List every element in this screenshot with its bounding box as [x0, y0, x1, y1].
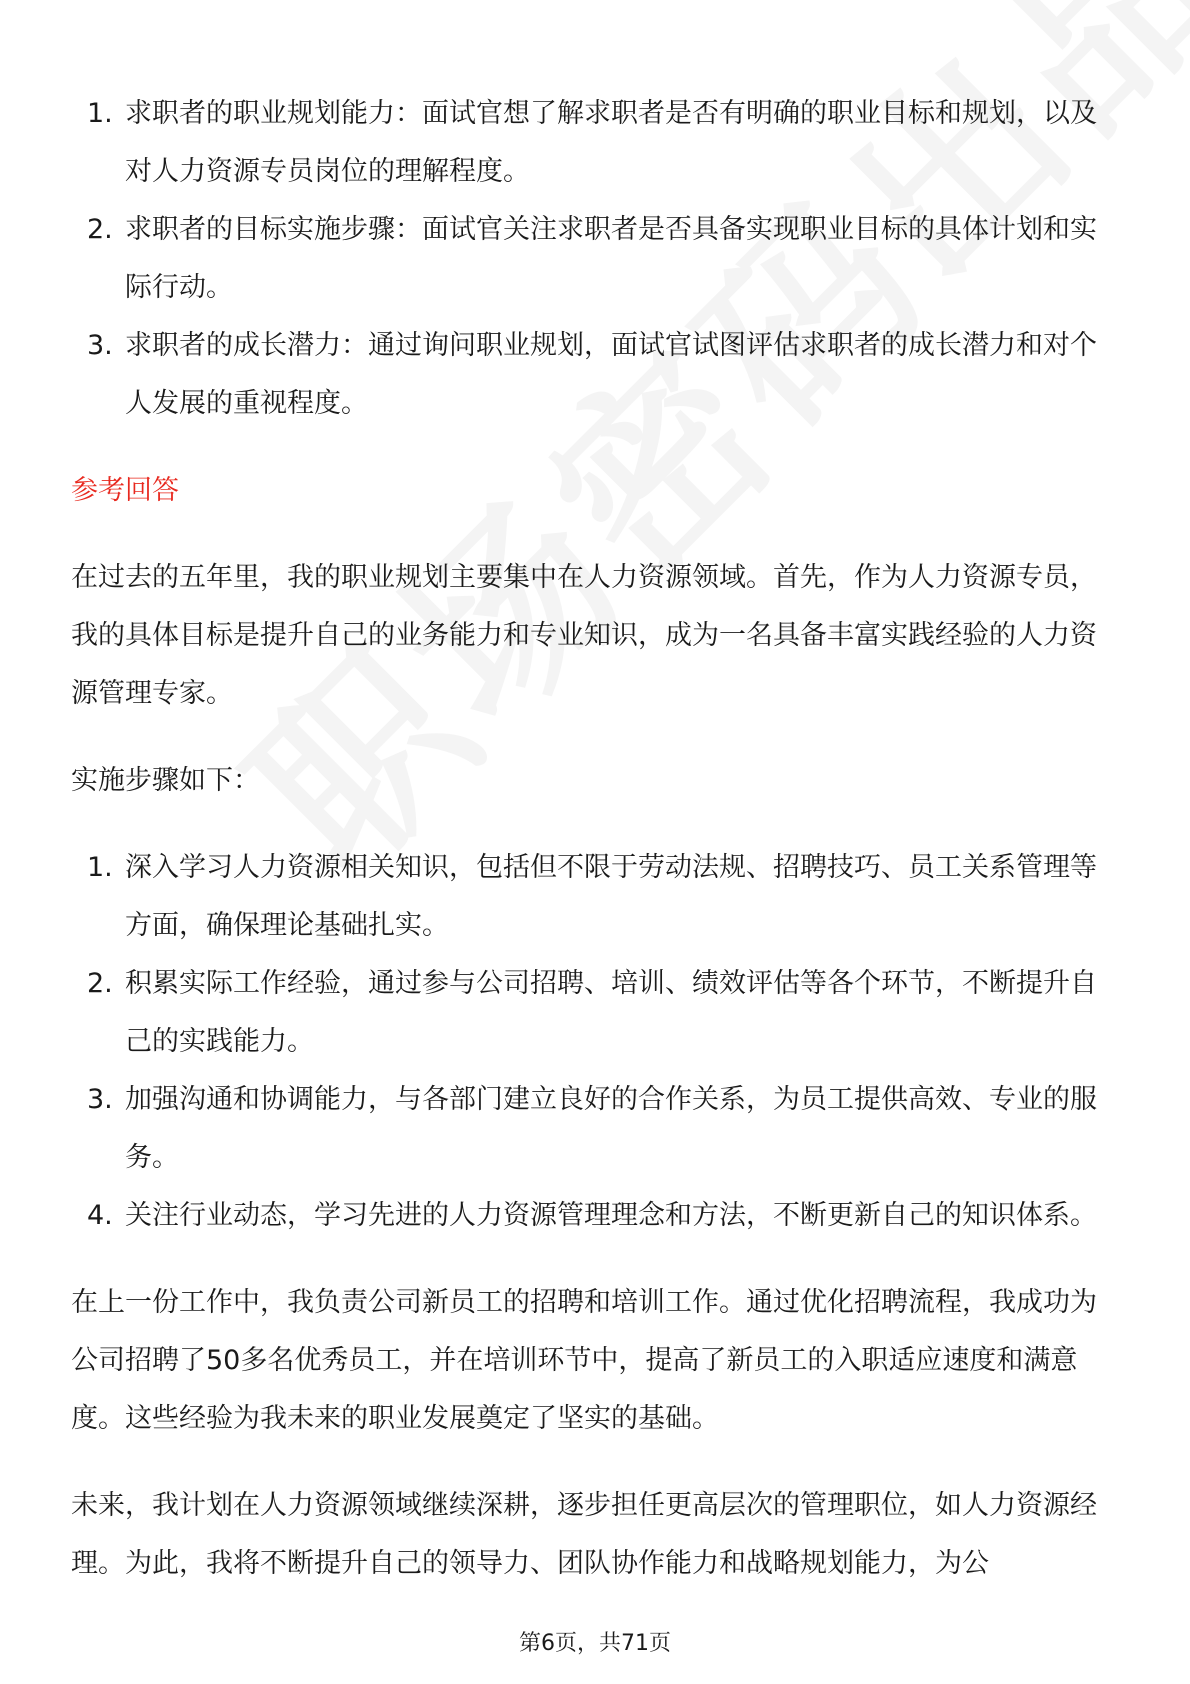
list-text: 加强沟通和协调能力，与各部门建立良好的合作关系，为员工提供高效、专业的服务。: [125, 1084, 1097, 1173]
list-text: 求职者的成长潜力：通过询问职业规划，面试官试图评估求职者的成长潜力和对个人发展的重视程度。: [125, 330, 1097, 419]
list-item: [71, 201, 1121, 317]
list-text: 求职者的职业规划能力：面试官想了解求职者是否有明确的职业目标和规划，以及对人力资源专员岗位的理解程度。: [125, 98, 1097, 187]
list-item: [71, 1187, 1121, 1245]
list-item: [71, 839, 1121, 955]
paragraph-experience: 在上一份工作中，我负责公司新员工的招聘和培训工作。通过优化招聘流程，我成功为公司招聘了50多名优秀员工，并在培训环节中，提高了新员工的入职适应速度和满意度。这些经验为我未来的职业发展奠定了坚实的基础。: [71, 1287, 1097, 1434]
list-number: 4.: [87, 1200, 113, 1231]
page-footer: 第6页，共71页: [519, 1631, 671, 1656]
list-number: 3.: [87, 330, 113, 361]
paragraph-future: 未来，我计划在人力资源领域继续深耕，逐步担任更高层次的管理职位，如人力资源经理。为此，我将不断提升自己的领导力、团队协作能力和战略规划能力，为公: [71, 1490, 1097, 1579]
list-item: [71, 955, 1121, 1071]
steps-list: [71, 839, 1121, 1245]
paragraph-goal: 在过去的五年里，我的职业规划主要集中在人力资源领域。首先，作为人力资源专员，我的具体目标是提升自己的业务能力和专业知识，成为一名具备丰富实践经验的人力资源管理专家。: [71, 562, 1097, 709]
steps-intro: 实施步骤如下：: [71, 765, 260, 796]
list-text: 深入学习人力资源相关知识，包括但不限于劳动法规、招聘技巧、员工关系管理等方面，确保理论基础扎实。: [125, 852, 1097, 941]
list-number: 2.: [87, 214, 113, 245]
answer-heading: 参考回答: [71, 475, 179, 506]
document-body: [71, 85, 1121, 1593]
list-number: 1.: [87, 852, 113, 883]
list-number: 2.: [87, 968, 113, 999]
list-text: 求职者的目标实施步骤：面试官关注求职者是否具备实现职业目标的具体计划和实际行动。: [125, 214, 1097, 303]
list-number: 3.: [87, 1084, 113, 1115]
intro-list: [71, 85, 1121, 433]
list-text: 关注行业动态，学习先进的人力资源管理理念和方法，不断更新自己的知识体系。: [125, 1200, 1097, 1231]
list-item: [71, 317, 1121, 433]
list-text: 积累实际工作经验，通过参与公司招聘、培训、绩效评估等各个环节，不断提升自己的实践能力。: [125, 968, 1097, 1057]
list-number: 1.: [87, 98, 113, 129]
list-item: [71, 1071, 1121, 1187]
list-item: [71, 85, 1121, 201]
